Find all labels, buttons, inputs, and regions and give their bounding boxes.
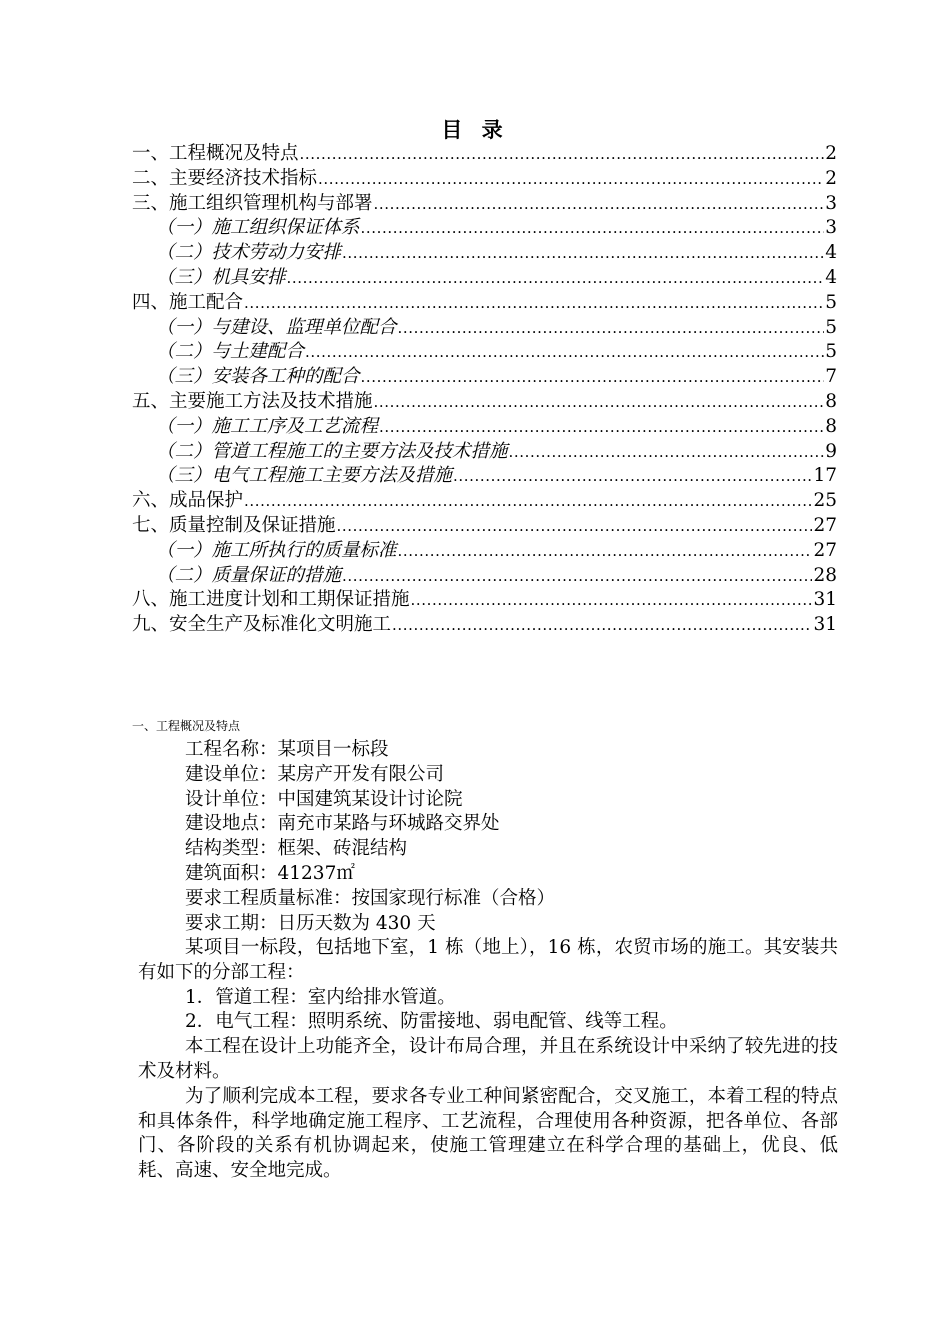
table-of-contents <box>132 142 837 638</box>
toc-dot-leader <box>361 365 825 390</box>
toc-entry-label: 六、成品保护 <box>132 490 244 512</box>
toc-entry[interactable] <box>132 440 837 465</box>
toc-entry[interactable] <box>132 216 837 241</box>
toc-entry-page: 28 <box>813 564 837 586</box>
toc-entry-page: 31 <box>813 589 837 611</box>
toc-entry[interactable] <box>132 564 837 589</box>
toc-entry[interactable] <box>132 316 837 341</box>
toc-entry-page: 9 <box>825 440 837 462</box>
toc-dot-leader <box>453 464 812 489</box>
toc-entry-page: 25 <box>813 490 837 512</box>
toc-entry-label: （一）与建设、监理单位配合 <box>156 316 397 338</box>
toc-dot-leader <box>398 539 813 564</box>
info-project-name: 工程名称：某项目一标段 <box>185 739 389 760</box>
toc-entry-label: （二）管道工程施工的主要方法及技术措施 <box>156 440 508 462</box>
toc-dot-leader <box>398 316 825 341</box>
toc-entry-label: 八、施工进度计划和工期保证措施 <box>132 589 410 611</box>
info-designer: 设计单位：中国建筑某设计讨论院 <box>185 788 463 810</box>
toc-entry-label: 四、施工配合 <box>132 291 244 313</box>
paragraph-item-electrical: 2．电气工程：照明系统、防雷接地、弱电配管、线等工程。 <box>185 1011 678 1033</box>
toc-entry-label: 九、安全生产及标准化文明施工 <box>132 614 392 636</box>
toc-dot-leader <box>411 588 813 613</box>
toc-entry-page: 8 <box>825 390 837 412</box>
toc-dot-leader <box>392 613 812 638</box>
toc-entry-label: （一）施工所执行的质量标准 <box>156 539 397 561</box>
toc-entry-page: 8 <box>825 415 837 437</box>
toc-entry-label: （一）施工组织保证体系 <box>156 217 360 239</box>
info-quality-standard: 要求工程质量标准：按国家现行标准（合格） <box>185 887 556 909</box>
project-info <box>185 738 555 936</box>
toc-dot-leader <box>287 266 825 291</box>
toc-entry[interactable] <box>132 390 837 415</box>
toc-entry-label: （二）质量保证的措施 <box>156 564 342 586</box>
paragraph-scope: 某项目一标段，包括地下室，1 栋（地上），16 栋，农贸市场的施工。其安装共有如下的分部工程： <box>138 937 838 983</box>
toc-entry-page: 17 <box>813 465 837 487</box>
toc-entry-page: 7 <box>825 366 837 388</box>
toc-entry[interactable] <box>132 167 837 192</box>
toc-entry-label: 七、质量控制及保证措施 <box>132 514 336 536</box>
toc-entry-page: 2 <box>825 143 837 164</box>
toc-entry[interactable] <box>132 613 837 638</box>
toc-entry-page: 27 <box>813 514 837 536</box>
toc-entry-page: 4 <box>825 266 837 288</box>
toc-dot-leader <box>379 415 824 440</box>
toc-entry[interactable] <box>132 291 837 316</box>
body-text <box>138 936 838 1184</box>
section-heading: 一、工程概况及特点 <box>132 719 241 733</box>
toc-title: 目 录 <box>441 117 509 142</box>
toc-entry-label: （三）电气工程施工主要方法及措施 <box>156 465 453 487</box>
toc-dot-leader <box>244 291 824 316</box>
toc-dot-leader <box>509 440 825 465</box>
toc-entry[interactable] <box>132 340 837 365</box>
toc-dot-leader <box>374 192 825 217</box>
toc-entry[interactable] <box>132 241 837 266</box>
info-building-area: 建筑面积：41237㎡ <box>185 862 355 884</box>
toc-entry-label: 三、施工组织管理机构与部署 <box>132 192 373 214</box>
toc-entry-page: 5 <box>825 341 837 363</box>
toc-entry-label: （三）安装各工种的配合 <box>156 366 360 388</box>
toc-entry-label: 一、工程概况及特点 <box>132 143 299 164</box>
toc-dot-leader <box>374 390 825 415</box>
toc-entry-page: 31 <box>813 614 837 636</box>
toc-entry-label: （二）与土建配合 <box>156 341 305 363</box>
toc-entry[interactable] <box>132 489 837 514</box>
toc-entry-page: 2 <box>825 167 837 189</box>
toc-entry-label: （一）施工工序及工艺流程 <box>156 415 379 437</box>
toc-dot-leader <box>342 564 812 589</box>
toc-entry-label: 二、主要经济技术指标 <box>132 167 318 189</box>
toc-entry-page: 3 <box>825 192 837 214</box>
info-location: 建设地点：南充市某路与环城路交界处 <box>185 813 500 835</box>
toc-entry[interactable] <box>132 588 837 613</box>
toc-entry-page: 27 <box>813 539 837 561</box>
toc-entry-page: 4 <box>825 242 837 264</box>
paragraph-coordination: 为了顺利完成本工程，要求各专业工种间紧密配合，交叉施工，本着工程的特点和具体条件，科学地确定施工程序、工艺流程，合理使用各种资源，把各单位、各部门、各阶段的关系有机协调起来，使施工管理建立在科学合理的基础上，优良、低耗、高速、安全地完成。 <box>138 1085 838 1182</box>
toc-entry[interactable] <box>132 514 837 539</box>
toc-dot-leader <box>361 216 825 241</box>
toc-dot-leader <box>337 514 813 539</box>
info-structure-type: 结构类型：框架、砖混结构 <box>185 838 408 860</box>
toc-entry[interactable] <box>132 192 837 217</box>
toc-entry[interactable] <box>132 415 837 440</box>
info-developer: 建设单位：某房产开发有限公司 <box>185 763 445 785</box>
toc-entry[interactable] <box>132 142 837 167</box>
toc-entry[interactable] <box>132 464 837 489</box>
info-duration: 要求工期：日历天数为 430 天 <box>185 912 436 934</box>
toc-entry[interactable] <box>132 365 837 390</box>
toc-entry-page: 5 <box>825 291 837 313</box>
toc-entry-page: 5 <box>825 316 837 338</box>
toc-dot-leader <box>305 340 824 365</box>
toc-entry-label: 五、主要施工方法及技术措施 <box>132 390 373 412</box>
toc-entry-label: （三）机具安排 <box>156 266 286 288</box>
toc-dot-leader <box>300 142 825 167</box>
paragraph-design: 本工程在设计上功能齐全，设计布局合理，并且在系统设计中采纳了较先进的技术及材料。 <box>138 1036 838 1082</box>
toc-dot-leader <box>342 241 824 266</box>
toc-dot-leader <box>318 167 824 192</box>
toc-entry-label: （二）技术劳动力安排 <box>156 242 342 264</box>
toc-entry-page: 3 <box>825 217 837 239</box>
toc-dot-leader <box>244 489 812 514</box>
paragraph-item-piping: 1．管道工程：室内给排水管道。 <box>185 986 456 1008</box>
toc-entry[interactable] <box>132 266 837 291</box>
toc-entry[interactable] <box>132 539 837 564</box>
